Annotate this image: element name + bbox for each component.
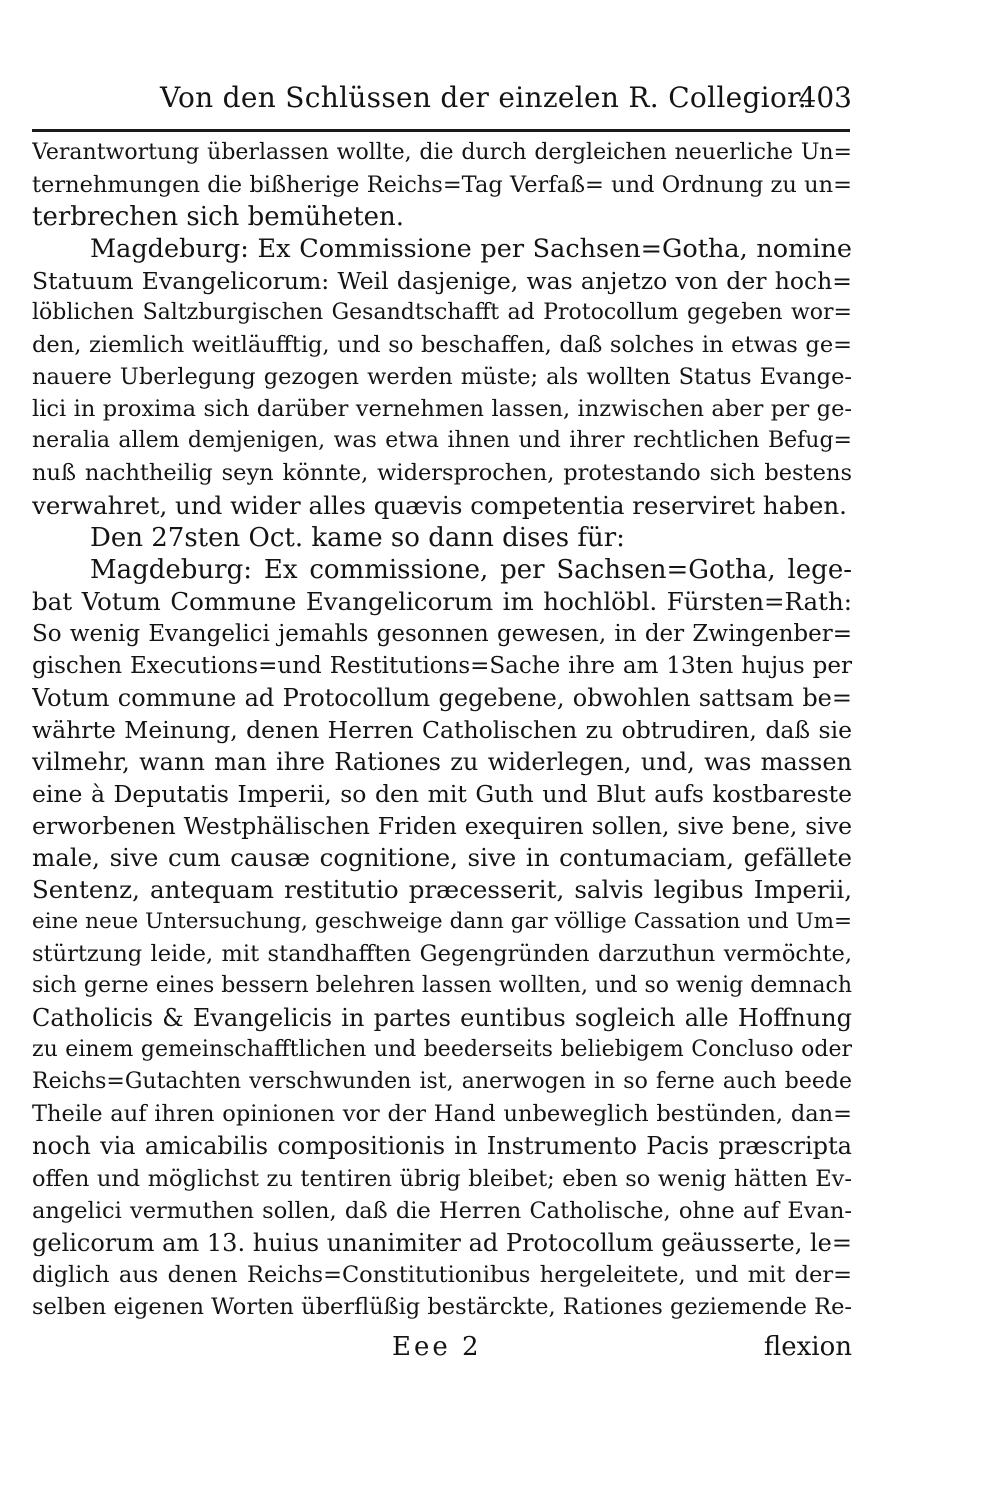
running-title: Von den Schlüssen der einzelen R. Collegior. (160, 81, 807, 114)
text-line: Magdeburg: Ex commissione, per Sachsen=Gotha, lege- (90, 554, 852, 585)
text-line: den, ziemlich weitläufftig, und so beschaffen, daß solches in etwas ge= (32, 332, 852, 359)
text-line: eine à Deputatis Imperii, so den mit Guth und Blut aufs kostbareste (32, 779, 852, 808)
text-line: gelicorum am 13. huius unanimiter ad Protocollum geäusserte, le= (32, 1228, 852, 1257)
text-line: Den 27sten Oct. kame so dann dises für: (90, 522, 625, 553)
catchword: flexion (763, 1332, 852, 1362)
text-line: sich gerne eines bessern belehren lassen wollten, und so wenig demnach (32, 973, 852, 999)
text-line: Statuum Evangelicorum: Weil dasjenige, was anjetzo von der hoch= (32, 267, 852, 296)
text-line: Sentenz, antequam restitutio præcesserit, salvis legibus Imperii, (32, 875, 852, 905)
text-line: offen und möglichst zu tentiren übrig bleibet; eben so wenig hätten Ev- (32, 1165, 852, 1192)
text-line: neralia allem demjenigen, was etwa ihnen und ihrer rechtlichen Befug= (32, 428, 852, 454)
text-line: male, sive cum causæ cognitione, sive in contumaciam, gefällete (32, 843, 852, 873)
text-line: nauere Uberlegung gezogen werden müste; als wollten Status Evange- (32, 364, 852, 391)
text-line: So wenig Evangelici jemahls gesonnen gewesen, in der Zwingenber= (32, 620, 852, 647)
text-line: verwahret, und wider alles quævis competentia reserviret haben. (32, 490, 847, 520)
page-number: 403 (798, 81, 852, 114)
text-line: bat Votum Commune Evangelicorum im hochlöbl. Fürsten=Rath: (32, 586, 852, 616)
text-line: Votum commune ad Protocollum gegebene, obwohlen sattsam be= (32, 683, 852, 712)
text-line: vilmehr, wann man ihre Rationes zu widerlegen, und, was massen (32, 747, 852, 776)
text-line: Reichs=Gutachten verschwunden ist, anerwogen in so ferne auch beede (32, 1069, 852, 1095)
text-line: lici in proxima sich darüber vernehmen lassen, inzwischen aber per ge- (32, 396, 852, 423)
text-line: terbrechen sich bemüheten. (32, 202, 405, 233)
page-body (32, 137, 852, 1323)
page-footer (32, 1330, 852, 1364)
header-rule (32, 129, 850, 132)
text-line: angelici vermuthen sollen, daß die Herren Catholische, ohne auf Evan- (32, 1197, 852, 1224)
text-line: löblichen Saltzburgischen Gesandtschafft ad Protocollum gegeben wor= (32, 300, 852, 326)
text-line: Catholicis & Evangelicis in partes euntibus sogleich alle Hoffnung (32, 1004, 852, 1033)
text-line: währte Meinung, denen Herren Catholischen zu obtrudiren, daß sie (32, 715, 852, 744)
text-line: Theile auf ihren opinionen vor der Hand unbeweglich bestünden, dan= (32, 1101, 852, 1128)
text-line: nuß nachtheilig seyn könnte, widersprochen, protestando sich bestens (32, 460, 852, 487)
text-line: eine neue Untersuchung, geschweige dann gar völlige Cassation und Um= (32, 909, 852, 935)
text-line: gischen Executions=und Restitutions=Sache ihre am 13ten hujus per (32, 652, 852, 679)
text-line: erworbenen Westphälischen Friden exequiren sollen, sive bene, sive (32, 811, 852, 840)
text-line: diglich aus denen Reichs=Constitutionibus hergeleitete, und mit der= (32, 1261, 852, 1288)
text-line: Verantwortung überlassen wollte, die durch dergleichen neuerliche Un= (32, 140, 852, 165)
page-header (30, 78, 852, 118)
signature-mark: Eee 2 (392, 1332, 482, 1362)
text-line: noch via amicabilis compositionis in Instrumento Pacis præscripta (32, 1132, 852, 1161)
text-line: Magdeburg: Ex Commissione per Sachsen=Gotha, nomine (90, 234, 852, 265)
text-line: stürtzung leide, mit standhafften Gegengründen darzuthun vermöchte, (32, 941, 852, 968)
text-line: selben eigenen Worten überflüßig bestärckte, Rationes geziemende Re- (32, 1293, 852, 1320)
text-line: zu einem gemeinschafftlichen und beederseits beliebigem Concluso oder (32, 1037, 852, 1063)
text-line: ternehmungen die bißherige Reichs=Tag Verfaß= und Ordnung zu un= (32, 172, 852, 199)
